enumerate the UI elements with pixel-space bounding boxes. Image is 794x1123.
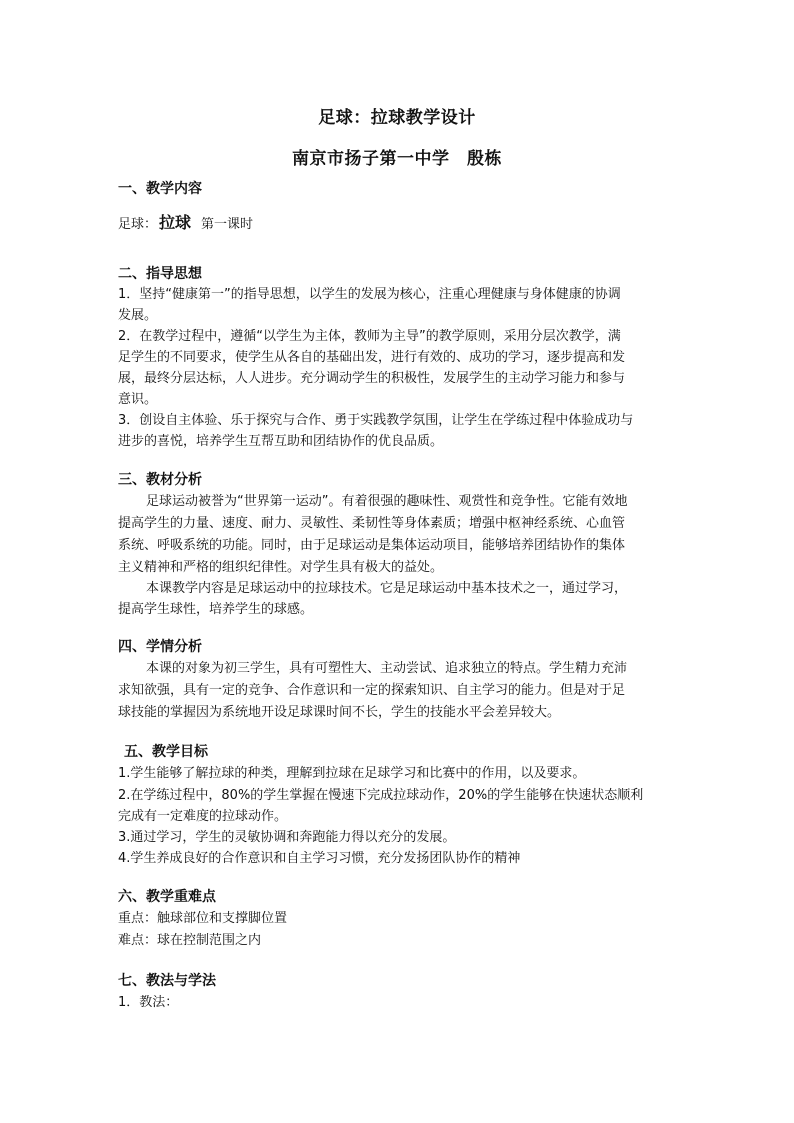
section-heading-material-analysis: 三、教材分析 [118,472,202,488]
paragraph-line: 展，最终分层达标，人人进步。充分调动学生的积极性，发展学生的主动学习能力和参与 [118,371,626,386]
paragraph-line: 发展。 [118,308,158,323]
paragraph-line: 提高学生的力量、速度、耐力、灵敏性、柔韧性等身体素质；增强中枢神经系统、心血管 [118,516,626,531]
paragraph-line: 系统、呼吸系统的功能。同时，由于足球运动是集体运动项目，能够培养团结协作的集体 [118,538,626,553]
section-heading-guiding-ideology: 二、指导思想 [118,266,202,282]
paragraph-line: 本课的对象为初三学生，具有可塑性大、主动尝试、追求独立的特点。学生精力充沛 [146,661,628,676]
paragraph-line: 本课教学内容是足球运动中的拉球技术。它是足球运动中基本技术之一，通过学习， [146,581,628,596]
paragraph-line: 1．教法： [118,995,179,1010]
section-heading-methods: 七、教法与学法 [118,973,216,989]
section-heading-content: 一、教学内容 [118,181,202,197]
paragraph-line: 足球运动被誉为“世界第一运动”。有着很强的趣味性、观赏性和竞争性。它能有效地 [146,494,628,509]
paragraph-line: 3．创设自主体验、乐于探究与合作、勇于实践教学氛围，让学生在学练过程中体验成功与 [118,413,634,428]
lesson-topic: 拉球 [159,213,192,232]
paragraph-line: 足学生的不同要求，使学生从各自的基础出发，进行有效的、成功的学习，逐步提高和发 [118,350,626,365]
difficult-point-line: 难点：球在控制范围之内 [118,933,262,948]
lesson-topic-prefix: 足球： [118,217,158,232]
paragraph-line: 2.在学练过程中，80%的学生掌握在慢速下完成拉球动作，20%的学生能够在快速状态顺利 [118,788,644,803]
paragraph-line: 主义精神和严格的组织纪律性。对学生具有极大的益处。 [118,560,444,575]
section-heading-key-points: 六、教学重难点 [118,889,216,905]
paragraph-line: 求知欲强，具有一定的竞争、合作意识和一定的探索知识、自主学习的能力。但是对于足 [118,683,626,698]
key-point-line: 重点：触球部位和支撑脚位置 [118,911,288,926]
paragraph-line: 完成有一定难度的拉球动作。 [118,809,288,824]
lesson-number: 第一课时 [201,217,254,232]
paragraph-line: 进步的喜悦，培养学生互帮互助和团结协作的优良品质。 [118,434,444,449]
paragraph-line: 提高学生球性，培养学生的球感。 [118,602,314,617]
section-heading-objectives: 五、教学目标 [124,744,208,760]
paragraph-line: 2．在教学过程中，遵循“以学生为主体，教师为主导”的教学原则，采用分层次教学，满 [118,329,621,344]
paragraph-line: 3.通过学习，学生的灵敏协调和奔跑能力得以充分的发展。 [118,830,456,845]
lesson-topic-line [118,211,678,237]
paragraph-line: 1.学生能够了解拉球的种类，理解到拉球在足球学习和比赛中的作用，以及要求。 [118,766,586,781]
document-author: 南京市扬子第一中学 殷栋 [292,149,502,169]
paragraph-line: 意识。 [118,392,158,407]
document-title: 足球：拉球教学设计 [318,108,476,128]
section-heading-learner-analysis: 四、学情分析 [118,639,202,655]
paragraph-line: 球技能的掌握因为系统地开设足球课时间不长，学生的技能水平会差异较大。 [118,705,561,720]
paragraph-line: 4.学生养成良好的合作意识和自主学习习惯，充分发扬团队协作的精神 [118,851,521,866]
paragraph-line: 1．坚持“健康第一”的指导思想，以学生的发展为核心，注重心理健康与身体健康的协调 [118,287,621,302]
